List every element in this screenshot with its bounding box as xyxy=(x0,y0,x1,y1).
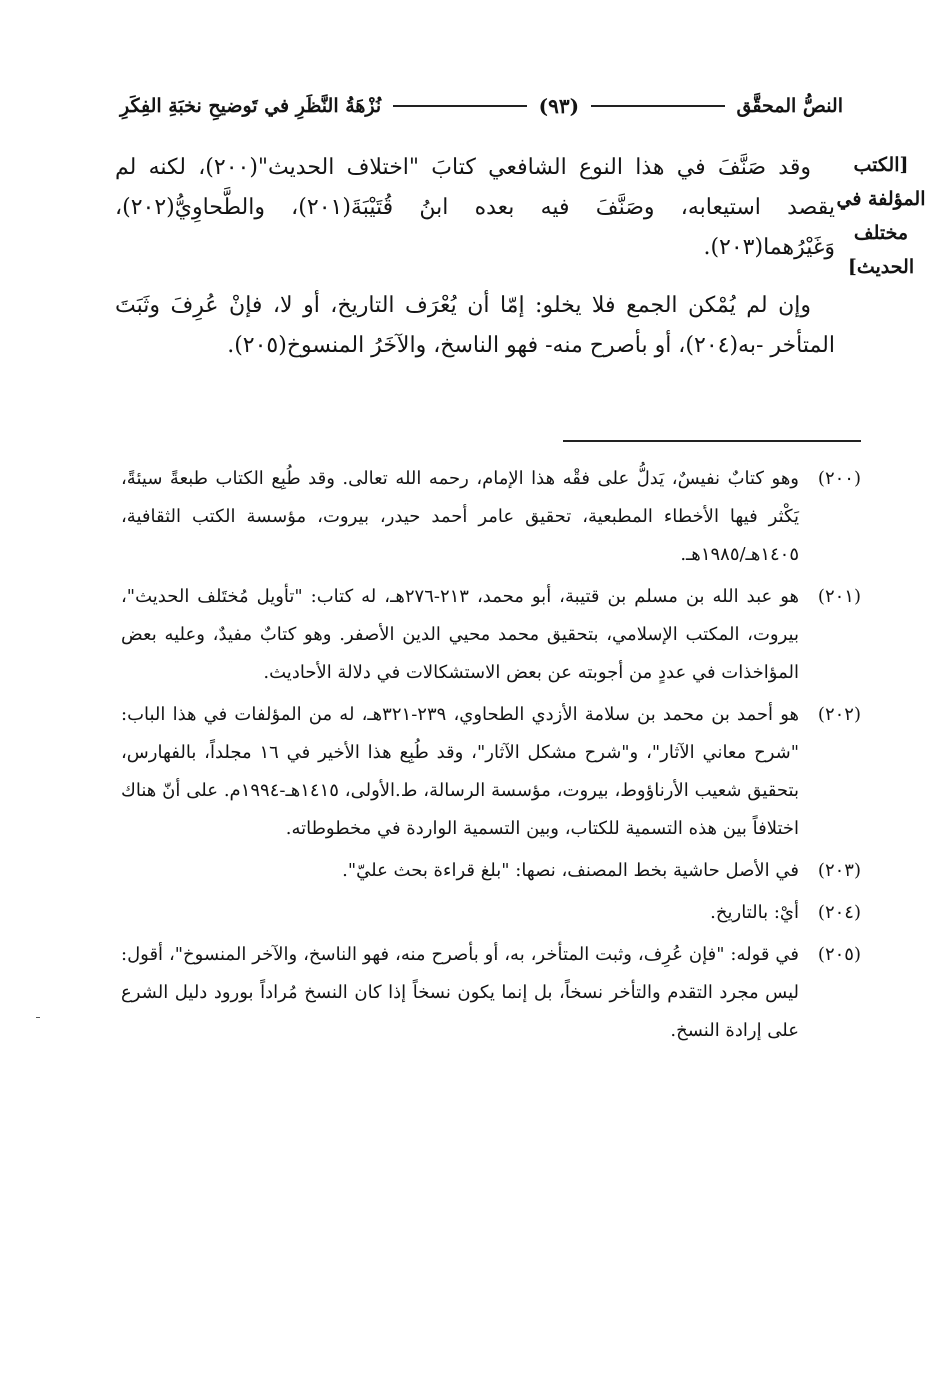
margin-note: [الكتب المؤلفة في مختلف الحديث] xyxy=(836,154,926,278)
footnote xyxy=(121,852,861,890)
footnotes xyxy=(121,460,861,1054)
header-rule-left xyxy=(393,105,526,107)
scan-speck xyxy=(36,1017,40,1018)
book-title: نُزْهَةُ النَّظَرِ في تَوضيحِ نخبَةِ الفِكَرِ xyxy=(119,95,382,117)
header-section-label: النصُّ المحقَّق xyxy=(736,95,843,117)
footnote xyxy=(121,894,861,932)
page-number: (٩٣) xyxy=(538,94,580,118)
footnote-number: (٢٠١) xyxy=(817,586,861,607)
paragraph: وقد صَنَّفَ في هذا النوع الشافعي كتابَ "اختلاف الحديث"(٢٠٠)، لكنه لم يقصد استيعابه، وصَنَّفَ فيه بعده ابنُ قُتَيْبَةَ(٢٠١)، والطَّحاوِيُّ(٢٠٢)، وَغَيْرُهما(٢٠٣). xyxy=(115,155,835,260)
footnote-number: (٢٠٢) xyxy=(817,704,861,725)
footnote xyxy=(121,578,861,692)
running-header xyxy=(120,88,843,124)
footnote-text: وهو كتابٌ نفيسٌ، يَدلُّ على فقْه هذا الإمام، رحمه الله تعالى. وقد طُبِع الكتاب طبعةً سيئةً، يَكْثر فيها الأخطاء المطبعية، تحقيق عامر أحمد حيدر، بيروت، مؤسسة الكتب الثقافية، ١٤٠٥هـ/١٩٨٥هـ. xyxy=(121,468,799,565)
footnote-text: أيْ: بالتاريخ. xyxy=(710,902,799,923)
footnote xyxy=(121,696,861,848)
footnote-text: في قوله: "فإن عُرِف، وثبت المتأخر، به، أو بأصرح منه، فهو الناسخ، والآخر المنسوخ"، أقول: ليس مجرد التقدم والتأخر نسخاً، بل إنما يكون نسخاً إذا كان النسخ مُراداً بورود دليل الشرع على إرادة النسخ. xyxy=(121,944,799,1041)
footnote-number: (٢٠٠) xyxy=(817,468,861,489)
footnote-text: هو عبد الله بن مسلم بن قتيبة، أبو محمد، ٢١٣-٢٧٦هـ، له كتاب: "تأويل مُختَلف الحديث"، بيروت، المكتب الإسلامي، بتحقيق محمد محيي الدين الأصفر. وهو كتابٌ مفيدٌ، وعليه بعض المؤاخذات في عددٍ من أجوبته عن بعض الاستشكالات في دلالة الأحاديث. xyxy=(121,586,800,683)
paragraph: وإن لم يُمْكن الجمع فلا يخلو: إمّا أن يُعْرَف التاريخ، أو لا، فإنْ عُرِفَ وثَبَتَ المتأخر -به(٢٠٤)، أو بأصرح منه- فهو الناسخ، والآخَرُ المنسوخ(٢٠٥). xyxy=(115,293,835,358)
header-rule-right xyxy=(591,105,724,107)
footnote-separator xyxy=(563,440,861,442)
footnote xyxy=(121,936,861,1050)
footnote-text: هو أحمد بن محمد بن سلامة الأزدي الطحاوي، ٢٣٩-٣٢١هـ، له من المؤلفات في هذا الباب: "شرح معاني الآثار"، و"شرح مشكل الآثار"، وقد طُبِع هذا الأخير في ١٦ مجلداً، بالفهارس، بتحقيق شعيب الأرناؤوط، بيروت، مؤسسة الرسالة، ط.الأولى، ١٤١٥هـ-١٩٩٤م. على أنّ هناك اختلافاً بين هذه التسمية للكتاب، وبين التسمية الواردة في مخطوطاته. xyxy=(121,704,799,839)
footnote-number: (٢٠٥) xyxy=(817,944,861,965)
footnote xyxy=(121,460,861,574)
footnote-number: (٢٠٣) xyxy=(817,860,861,881)
footnote-number: (٢٠٤) xyxy=(817,902,861,923)
main-text xyxy=(115,148,835,384)
footnote-text: في الأصل حاشية بخط المصنف، نصها: "بلغ قراءة بحث عليّ". xyxy=(342,860,799,881)
